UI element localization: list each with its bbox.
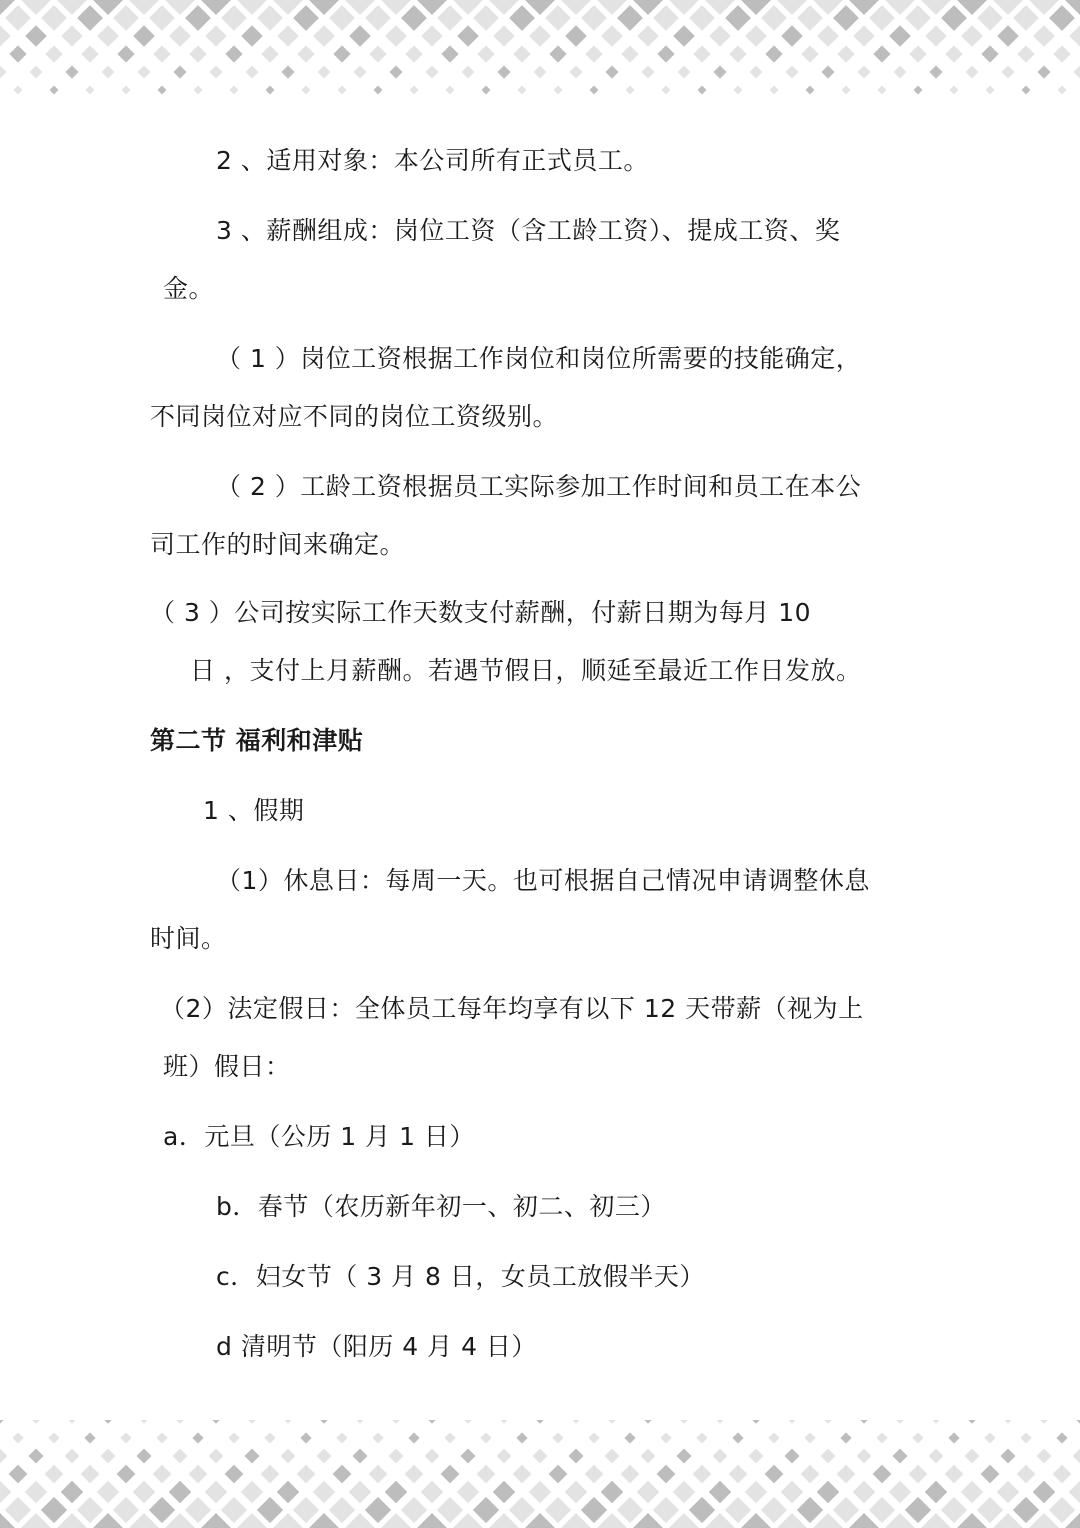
bottom-decorative-pattern [0, 1420, 1080, 1528]
pattern-diamond [617, 1497, 643, 1523]
pattern-diamond [977, 1497, 1003, 1523]
pattern-diamond [120, 1432, 131, 1443]
pattern-diamond [329, 1497, 355, 1523]
pattern-diamond [785, 1449, 800, 1464]
pattern-diamond [637, 1481, 660, 1504]
pattern-diamond [97, 1481, 120, 1504]
pattern-diamond [729, 1465, 748, 1484]
pattern-diamond [948, 1432, 959, 1443]
pattern-diamond [513, 1465, 532, 1484]
paragraph-rest-day-cont: 时间。 [150, 924, 227, 953]
pattern-diamond [732, 1432, 743, 1443]
pattern-diamond [365, 1497, 391, 1523]
pattern-diamond [0, 1449, 8, 1464]
pattern-diamond [65, 1449, 80, 1464]
pattern-diamond [353, 1449, 368, 1464]
pattern-diamond [500, 1420, 508, 1424]
pattern-diamond [333, 1465, 352, 1484]
paragraph-seniority-salary-cont: 司工作的时间来确定。 [150, 530, 406, 559]
pattern-diamond [549, 1465, 568, 1484]
pattern-diamond [801, 1465, 820, 1484]
pattern-diamond [605, 1449, 620, 1464]
pattern-diamond [297, 1465, 316, 1484]
list-item-womens-day: c．妇女节（ 3 月 8 日，女员工放假半天） [216, 1262, 705, 1291]
pattern-diamond [320, 1420, 328, 1424]
pattern-diamond [209, 1449, 224, 1464]
pattern-diamond [565, 1481, 588, 1504]
pattern-diamond [745, 1481, 768, 1504]
pattern-diamond [653, 1497, 679, 1523]
pattern-diamond [621, 1465, 640, 1484]
pattern-diamond [529, 1481, 552, 1504]
pattern-diamond [536, 1420, 544, 1424]
pattern-diamond [1076, 1420, 1080, 1424]
pattern-diamond [680, 1420, 688, 1424]
pattern-diamond [408, 1432, 419, 1443]
section-heading-benefits: 第二节 福利和津贴 [150, 726, 364, 755]
pattern-diamond [473, 1497, 499, 1523]
pattern-diamond [248, 1420, 256, 1424]
pattern-diamond [873, 1465, 892, 1484]
pattern-diamond [588, 1432, 599, 1443]
pattern-diamond [336, 1432, 347, 1443]
pattern-diamond [444, 1432, 455, 1443]
pattern-diamond [1033, 1481, 1056, 1504]
pattern-diamond [749, 1449, 764, 1464]
pattern-diamond [192, 1432, 203, 1443]
pattern-diamond [245, 1449, 260, 1464]
pattern-diamond [657, 1465, 676, 1484]
pattern-diamond [581, 1497, 607, 1523]
pattern-diamond [585, 1465, 604, 1484]
pattern-diamond [545, 1497, 571, 1523]
paragraph-salary-composition: 3 、薪酬组成：岗位工资（含工龄工资）、提成工资、奖 [216, 216, 841, 245]
paragraph-statutory-holidays-cont: 班）假日： [163, 1052, 291, 1081]
pattern-diamond [1056, 1432, 1067, 1443]
pattern-diamond [68, 1420, 76, 1424]
pattern-diamond [48, 1432, 59, 1443]
pattern-diamond [349, 1481, 372, 1504]
pattern-diamond [968, 1420, 976, 1424]
paragraph-rest-day: （1）休息日：每周一天。也可根据自己情况申请调整休息 [216, 866, 870, 895]
paragraph-seniority-salary: （ 2 ）工龄工资根据员工实际参加工作时间和员工在本公 [216, 472, 862, 501]
pattern-diamond [1040, 1420, 1048, 1424]
paragraph-statutory-holidays: （2）法定假日：全体员工每年均享有以下 12 天带薪（视为上 [160, 994, 864, 1023]
pattern-diamond [641, 1449, 656, 1464]
pattern-diamond [1017, 1465, 1036, 1484]
pattern-diamond [212, 1420, 220, 1424]
pattern-diamond [385, 1481, 408, 1504]
pattern-diamond [173, 1449, 188, 1464]
pattern-diamond [689, 1497, 715, 1523]
pattern-diamond [853, 1481, 876, 1504]
pattern-diamond [477, 1465, 496, 1484]
pattern-diamond [461, 1449, 476, 1464]
list-item-spring-festival: b．春节（农历新年初一、初二、初三） [216, 1192, 666, 1221]
pattern-diamond [857, 1449, 872, 1464]
pattern-diamond [169, 1481, 192, 1504]
pattern-diamond [768, 1432, 779, 1443]
pattern-diamond [392, 1420, 400, 1424]
pattern-diamond [185, 1497, 211, 1523]
pattern-diamond [1053, 1465, 1072, 1484]
pattern-diamond [1073, 1449, 1080, 1464]
pattern-diamond [241, 1481, 264, 1504]
pattern-diamond [221, 1497, 247, 1523]
pattern-diamond [709, 1481, 732, 1504]
pattern-diamond [981, 1465, 1000, 1484]
pattern-diamond [205, 1481, 228, 1504]
pattern-diamond [817, 1481, 840, 1504]
pattern-diamond [693, 1465, 712, 1484]
pattern-diamond [552, 1432, 563, 1443]
pattern-diamond [660, 1432, 671, 1443]
pattern-diamond [752, 1420, 760, 1424]
pattern-diamond [257, 1497, 283, 1523]
paragraph-salary-composition-cont: 金。 [163, 274, 215, 303]
pattern-diamond [713, 1449, 728, 1464]
pattern-diamond [228, 1432, 239, 1443]
paragraph-applicable-staff: 2 、适用对象：本公司所有正式员工。 [216, 146, 649, 175]
pattern-diamond [25, 1481, 48, 1504]
pattern-diamond [765, 1465, 784, 1484]
pattern-diamond [264, 1432, 275, 1443]
pattern-diamond [821, 1449, 836, 1464]
pattern-diamond [912, 1432, 923, 1443]
pattern-diamond [1049, 1497, 1075, 1523]
pattern-diamond [117, 1465, 136, 1484]
pattern-diamond [437, 1497, 463, 1523]
pattern-diamond [909, 1465, 928, 1484]
pattern-diamond [293, 1497, 319, 1523]
pattern-diamond [149, 1497, 175, 1523]
pattern-diamond [101, 1449, 116, 1464]
pattern-diamond [405, 1465, 424, 1484]
pattern-diamond [984, 1432, 995, 1443]
pattern-diamond [945, 1465, 964, 1484]
pattern-diamond [176, 1420, 184, 1424]
pattern-diamond [673, 1481, 696, 1504]
pattern-diamond [480, 1432, 491, 1443]
pattern-diamond [284, 1420, 292, 1424]
pattern-diamond [140, 1420, 148, 1424]
pattern-diamond [497, 1449, 512, 1464]
pattern-diamond [624, 1432, 635, 1443]
pattern-diamond [837, 1465, 856, 1484]
pattern-diamond [1001, 1449, 1016, 1464]
pattern-diamond [804, 1432, 815, 1443]
pattern-diamond [113, 1497, 139, 1523]
pattern-diamond [104, 1420, 112, 1424]
pattern-diamond [300, 1432, 311, 1443]
pattern-diamond [781, 1481, 804, 1504]
pattern-diamond [569, 1449, 584, 1464]
pattern-diamond [153, 1465, 172, 1484]
pattern-diamond [860, 1420, 868, 1424]
paragraph-post-salary-cont: 不同岗位对应不同的岗位工资级别。 [150, 402, 559, 431]
pattern-diamond [81, 1465, 100, 1484]
pattern-diamond [941, 1497, 967, 1523]
pattern-diamond [608, 1420, 616, 1424]
pattern-diamond [761, 1497, 787, 1523]
pattern-diamond [896, 1420, 904, 1424]
pattern-diamond [961, 1481, 984, 1504]
pattern-diamond [261, 1465, 280, 1484]
pattern-diamond [12, 1432, 23, 1443]
paragraph-holidays: 1 、假期 [203, 796, 305, 825]
pattern-diamond [137, 1449, 152, 1464]
pattern-diamond [572, 1420, 580, 1424]
pattern-diamond [869, 1497, 895, 1523]
pattern-diamond [441, 1465, 460, 1484]
pattern-diamond [156, 1432, 167, 1443]
pattern-diamond [1004, 1420, 1012, 1424]
pattern-diamond [421, 1481, 444, 1504]
pattern-diamond [797, 1497, 823, 1523]
pattern-diamond [1069, 1481, 1080, 1504]
list-item-new-year: a．元旦（公历 1 月 1 日） [163, 1122, 475, 1151]
pattern-diamond [401, 1497, 427, 1523]
pattern-diamond [601, 1481, 624, 1504]
pattern-diamond [824, 1420, 832, 1424]
pattern-diamond [277, 1481, 300, 1504]
pattern-diamond [369, 1465, 388, 1484]
pattern-diamond [457, 1481, 480, 1504]
pattern-diamond [1013, 1497, 1039, 1523]
paragraph-post-salary: （ 1 ）岗位工资根据工作岗位和岗位所需要的技能确定， [216, 344, 862, 373]
pattern-diamond [716, 1420, 724, 1424]
pattern-diamond [84, 1432, 95, 1443]
pattern-diamond [516, 1432, 527, 1443]
pattern-diamond [313, 1481, 336, 1504]
paragraph-pay-date: （ 3 ）公司按实际工作天数支付薪酬，付薪日期为每月 10 [150, 598, 812, 627]
pattern-diamond [493, 1481, 516, 1504]
pattern-diamond [0, 1420, 4, 1424]
pattern-diamond [45, 1465, 64, 1484]
pattern-diamond [696, 1432, 707, 1443]
pattern-diamond [5, 1497, 31, 1523]
pattern-diamond [133, 1481, 156, 1504]
pattern-diamond [0, 1481, 11, 1504]
pattern-diamond [77, 1497, 103, 1523]
pattern-diamond [225, 1465, 244, 1484]
pattern-diamond [893, 1449, 908, 1464]
pattern-diamond [833, 1497, 859, 1523]
pattern-diamond [356, 1420, 364, 1424]
pattern-diamond [929, 1449, 944, 1464]
pattern-diamond [509, 1497, 535, 1523]
pattern-diamond [905, 1497, 931, 1523]
pattern-diamond [725, 1497, 751, 1523]
pattern-diamond [189, 1465, 208, 1484]
pattern-diamond [925, 1481, 948, 1504]
pattern-diamond [644, 1420, 652, 1424]
pattern-diamond [425, 1449, 440, 1464]
pattern-diamond [677, 1449, 692, 1464]
pattern-diamond [317, 1449, 332, 1464]
pattern-diamond [29, 1449, 44, 1464]
pattern-diamond [32, 1420, 40, 1424]
pattern-diamond [389, 1449, 404, 1464]
pattern-diamond [788, 1420, 796, 1424]
pattern-diamond [9, 1465, 28, 1484]
pattern-diamond [372, 1432, 383, 1443]
pattern-diamond [428, 1420, 436, 1424]
pattern-diamond [41, 1497, 67, 1523]
pattern-diamond [1037, 1449, 1052, 1464]
pattern-diamond [61, 1481, 84, 1504]
pattern-diamond [281, 1449, 296, 1464]
pattern-diamond [464, 1420, 472, 1424]
pattern-diamond [840, 1432, 851, 1443]
pattern-diamond [965, 1449, 980, 1464]
pattern-diamond [997, 1481, 1020, 1504]
bottom-diamond-pattern [0, 1420, 1080, 1528]
pattern-diamond [876, 1432, 887, 1443]
list-item-qingming: d 清明节（阳历 4 月 4 日） [216, 1332, 537, 1361]
pattern-diamond [932, 1420, 940, 1424]
paragraph-pay-date-cont: 日 ，支付上月薪酬。若遇节假日，顺延至最近工作日发放。 [190, 656, 862, 685]
pattern-diamond [533, 1449, 548, 1464]
pattern-diamond [1020, 1432, 1031, 1443]
pattern-diamond [889, 1481, 912, 1504]
